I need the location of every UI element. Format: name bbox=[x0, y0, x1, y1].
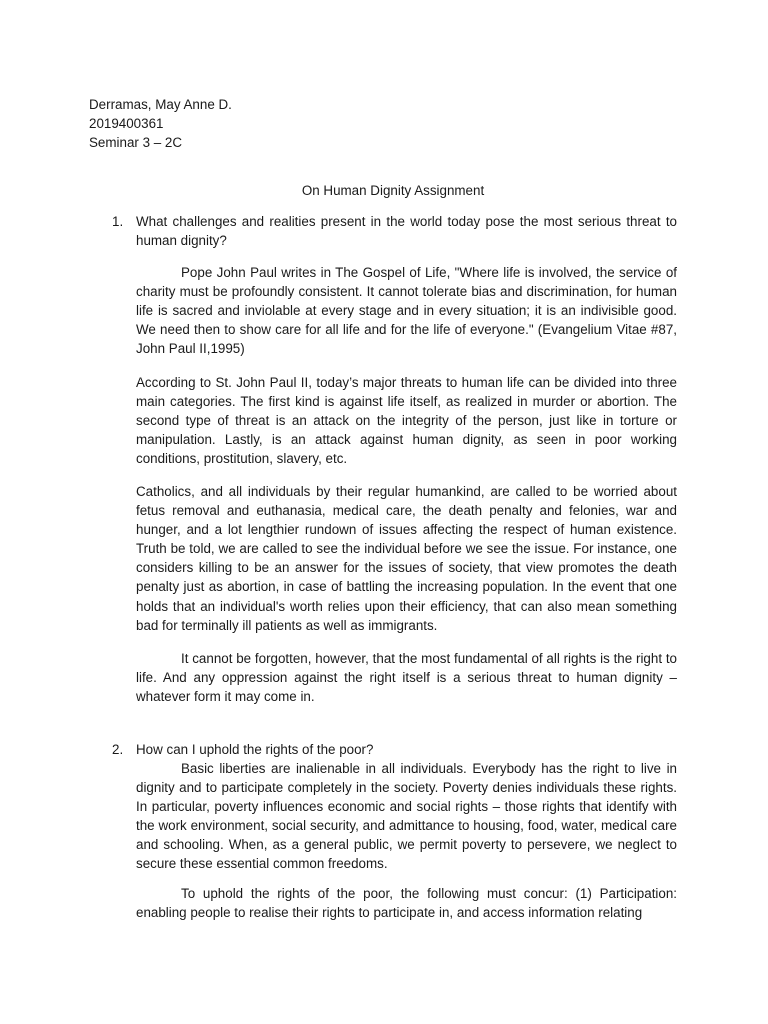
q1-paragraph-4: It cannot be forgotten, however, that the most fundamental of all rights is the right to life. And any oppression against the right itself is a serious threat to human dignity – whatever form it may come in. bbox=[136, 651, 677, 705]
q1-paragraph-2: According to St. John Paul II, today’s major threats to human life can be divided into three main categories. The first kind is against life itself, as realized in murder or abortion. The second type of threat is an attack on the integrity of the person, just like in torture or manipulation. Lastly, is an attack against human dignity, as seen in poor working conditions, prostitution, slavery, etc. bbox=[136, 375, 677, 467]
q1-paragraph-3: Catholics, and all individuals by their regular humankind, are called to be worried about fetus removal and euthanasia, medical care, the death penalty and felonies, war and hunger, and a lot lengthier rundown of issues affecting the respect of human existence. Truth be told, we are called to see the individual before we see the issue. For instance, one considers killing to be an answer for the issues of society, that view promotes the death penalty just as abortion, in case of battling the increasing population. In the event that one holds that an individual's worth relies upon their efficiency, that can also mean something bad for terminally ill patients as well as immigrants. bbox=[136, 484, 677, 633]
question-1-text: What challenges and realities present in the world today pose the most serious threat to human dignity? bbox=[136, 214, 677, 249]
document-title: On Human Dignity Assignment bbox=[301, 183, 485, 198]
question-number-1: 1. bbox=[112, 214, 124, 229]
q1-paragraph-1: Pope John Paul writes in The Gospel of Life, "Where life is involved, the service of charity must be profoundly consistent. It cannot tolerate bias and discrimination, for human life is sacred and inviolable at every stage and in every situation; it is an indivisible good. We need then to show care for all life and for the life of everyone." (Evangelium Vitae #87, John Paul II,1995) bbox=[136, 265, 677, 357]
student-id: 2019400361 bbox=[89, 116, 164, 131]
question-number-2: 2. bbox=[112, 742, 124, 757]
student-header bbox=[89, 95, 232, 152]
q2-paragraph-2: To uphold the rights of the poor, the following must concur: (1) Participation: enabling people to realise their rights to participate in, and access information relating bbox=[136, 886, 677, 921]
student-name: Derramas, May Anne D. bbox=[89, 97, 232, 112]
q2-paragraph-1: Basic liberties are inalienable in all individuals. Everybody has the right to live in dignity and to participate completely in the society. Poverty denies individuals these rights. In particular, poverty influences economic and social rights – those rights that identify with the work environment, social security, and admittance to housing, food, water, medical care and schooling. When, as a general public, we permit poverty to persevere, we neglect to secure these essential common freedoms. bbox=[136, 761, 677, 872]
question-2-text: How can I uphold the rights of the poor? bbox=[136, 742, 374, 757]
section-label: Seminar 3 – 2C bbox=[89, 135, 183, 150]
